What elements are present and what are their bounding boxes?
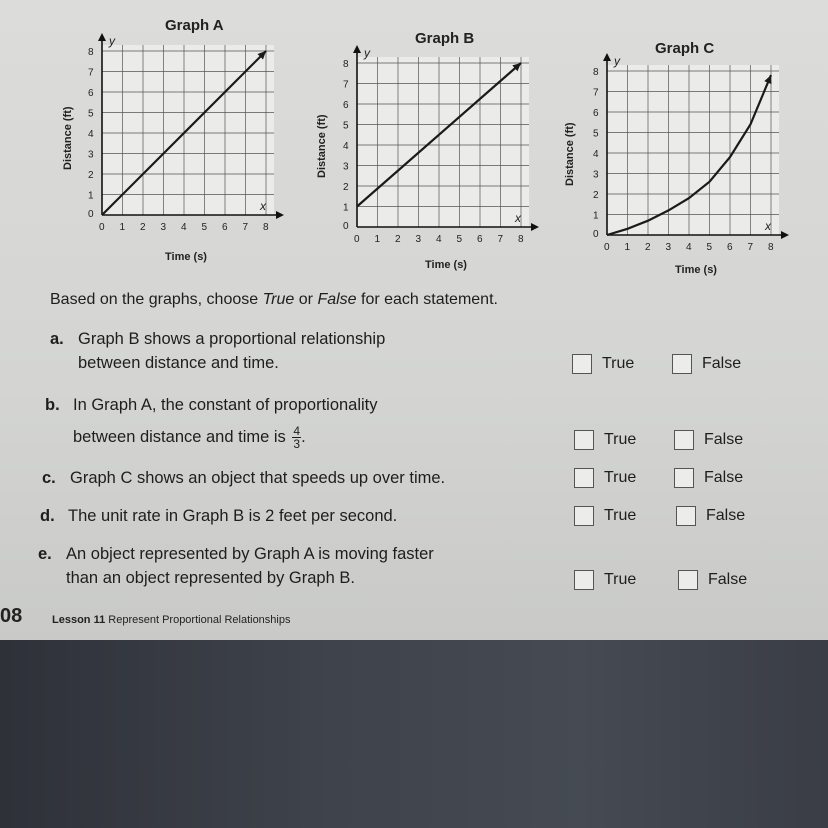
x-tick-label: 4 [181, 222, 187, 233]
checkbox[interactable] [574, 468, 594, 488]
x-tick-label: 6 [222, 222, 228, 233]
checkbox[interactable] [574, 430, 594, 450]
x-axis-arrow [781, 231, 789, 239]
grid-background [357, 57, 529, 227]
graph-b-xlabel: Time (s) [425, 259, 467, 271]
question-c-false-option[interactable]: False [674, 468, 743, 488]
y-tick-label: 1 [88, 190, 94, 202]
lesson-footer: Lesson 11 Represent Proportional Relationships [52, 614, 291, 626]
question-d-false-option[interactable]: False [676, 506, 745, 526]
x-tick-label: 4 [436, 234, 442, 245]
graph-b-chart [335, 46, 545, 252]
checkbox[interactable] [572, 354, 592, 374]
graph-a-chart [80, 34, 290, 240]
instructions: Based on the graphs, choose True or False for each statement. [50, 291, 498, 308]
graph-c-ylabel: Distance (ft) [564, 122, 576, 186]
question-a-false-option[interactable]: False [672, 354, 741, 374]
question-d: d. The unit rate in Graph B is 2 feet per second. [40, 507, 398, 525]
y-tick-label: 6 [593, 108, 599, 119]
checkbox[interactable] [674, 468, 694, 488]
question-b: b. In Graph A, the constant of proportionality [45, 396, 378, 414]
x-tick-label: 7 [497, 234, 504, 245]
y-tick-label: 2 [593, 190, 599, 201]
checkbox[interactable] [672, 354, 692, 374]
x-tick-label: 5 [456, 234, 463, 245]
y-tick-label: 7 [343, 79, 349, 91]
y-tick-label: 3 [593, 169, 599, 181]
y-tick-label: 6 [343, 100, 349, 111]
x-tick-label: 4 [686, 242, 692, 253]
y-tick-label: 2 [343, 182, 349, 193]
y-tick-label: 5 [88, 108, 94, 120]
checkbox[interactable] [574, 570, 594, 590]
y-tick-label: 8 [88, 47, 94, 58]
y-tick-label: 5 [593, 128, 599, 140]
graph-b-title: Graph B [415, 30, 475, 47]
question-b-true-option[interactable]: True [574, 430, 636, 450]
question-b-line2: between distance and time is $\frac{4}{3}$ . [73, 424, 306, 452]
checkbox[interactable] [676, 506, 696, 526]
x-tick-label: 3 [415, 234, 422, 245]
graph-b-ylabel: Distance (ft) [316, 114, 328, 178]
desk-background [0, 640, 828, 828]
y-axis-letter: y [364, 46, 370, 60]
question-d-true-option[interactable]: True [574, 506, 636, 526]
question-e-false-option[interactable]: False [678, 570, 747, 590]
question-b-false-option[interactable]: False [674, 430, 743, 450]
x-tick-label: 8 [768, 242, 774, 253]
x-axis-letter: x [260, 199, 266, 213]
question-c: c. Graph C shows an object that speeds up over time. [42, 469, 446, 487]
x-axis-letter: x [515, 211, 521, 225]
question-a-true-option[interactable]: True [572, 354, 634, 374]
graph-a-title: Graph A [165, 17, 224, 34]
page-number: 08 [0, 605, 23, 627]
x-tick-label: 5 [706, 242, 713, 253]
graph-a-ylabel: Distance (ft) [62, 106, 74, 170]
x-tick-label: 3 [160, 222, 167, 233]
graph-c-title: Graph C [655, 40, 715, 57]
checkbox[interactable] [674, 430, 694, 450]
y-tick-label: 5 [343, 120, 349, 132]
y-tick-label: 1 [343, 202, 349, 214]
y-tick-label: 7 [88, 67, 94, 79]
x-tick-label: 5 [201, 222, 208, 233]
x-tick-label: 2 [645, 242, 651, 253]
x-tick-label: 2 [140, 222, 146, 233]
x-tick-label: 2 [395, 234, 401, 245]
x-tick-label: 6 [477, 234, 483, 245]
y-axis-letter: y [614, 54, 620, 68]
question-a: a. Graph B shows a proportional relationship between distance and time. [50, 330, 386, 372]
checkbox[interactable] [574, 506, 594, 526]
y-tick-label: 3 [88, 149, 94, 161]
question-c-true-option[interactable]: True [574, 468, 636, 488]
y-tick-label: 1 [593, 210, 599, 222]
x-axis-arrow [531, 223, 539, 231]
graph-c-xlabel: Time (s) [675, 264, 717, 276]
x-tick-label: 3 [665, 242, 672, 253]
x-tick-label: 1 [119, 222, 126, 233]
y-tick-label: 8 [343, 59, 349, 70]
checkbox[interactable] [678, 570, 698, 590]
x-tick-label: 1 [374, 234, 381, 245]
x-axis-letter: x [765, 219, 771, 233]
x-tick-label: 1 [624, 242, 631, 253]
y-tick-label: 2 [88, 170, 94, 181]
graph-a-xlabel: Time (s) [165, 251, 207, 263]
y-tick-label: 0 [88, 209, 94, 220]
y-tick-label: 4 [593, 149, 599, 160]
y-tick-label: 3 [343, 161, 349, 173]
x-axis-arrow [276, 211, 284, 219]
x-tick-label: 0 [604, 242, 610, 253]
fraction: $\frac{4}{3}$ [293, 424, 301, 452]
y-tick-label: 8 [593, 67, 599, 78]
y-axis-letter: y [109, 34, 115, 48]
x-tick-label: 0 [99, 222, 105, 233]
y-tick-label: 6 [88, 88, 94, 99]
question-e-true-option[interactable]: True [574, 570, 636, 590]
x-tick-label: 8 [263, 222, 269, 233]
x-tick-label: 8 [518, 234, 524, 245]
y-tick-label: 0 [343, 221, 349, 232]
y-tick-label: 4 [88, 129, 94, 140]
grid-background [607, 65, 779, 235]
y-tick-label: 7 [593, 87, 599, 99]
x-tick-label: 6 [727, 242, 733, 253]
x-tick-label: 7 [242, 222, 249, 233]
question-e: e. An object represented by Graph A is moving faster than an object represented by Graph B. [38, 545, 434, 587]
graph-c-chart [585, 54, 795, 260]
x-tick-label: 7 [747, 242, 754, 253]
y-tick-label: 0 [593, 229, 599, 240]
x-tick-label: 0 [354, 234, 360, 245]
y-tick-label: 4 [343, 141, 349, 152]
